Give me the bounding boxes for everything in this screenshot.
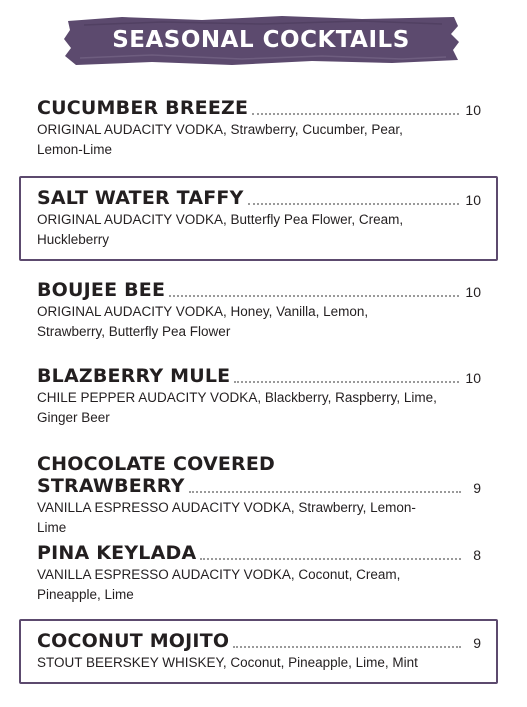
item-price: 10 [465, 370, 481, 386]
menu-item-highlighted [37, 630, 481, 673]
item-price: 10 [465, 102, 481, 118]
item-name-row [37, 630, 481, 652]
menu-item [37, 279, 481, 342]
menu-item [37, 542, 481, 605]
item-name-first-line: CHOCOLATE COVERED [37, 453, 276, 475]
menu-item [37, 453, 481, 538]
item-description: ORIGINAL AUDACITY VODKA, Strawberry, Cucumber, Pear, Lemon-Lime [37, 122, 403, 157]
leader-dots [189, 491, 461, 493]
item-name: STRAWBERRY [37, 475, 185, 497]
leader-dots [233, 646, 461, 648]
leader-dots [234, 381, 459, 383]
item-name: CUCUMBER BREEZE [37, 97, 249, 119]
menu-item [37, 365, 481, 428]
item-name-row [37, 97, 481, 119]
page-title: SEASONAL COCKTAILS [112, 27, 410, 53]
item-description: STOUT BEERSKEY WHISKEY, Coconut, Pineapple, Lime, Mint [37, 655, 418, 670]
item-name-row [37, 542, 481, 564]
leader-dots [248, 203, 460, 205]
item-price: 9 [473, 635, 481, 651]
item-description: CHILE PEPPER AUDACITY VODKA, Blackberry, Raspberry, Lime, Ginger Beer [37, 390, 437, 425]
menu-item-highlighted [37, 187, 481, 250]
item-price: 8 [473, 547, 481, 563]
item-name-row [37, 279, 481, 301]
item-name: PINA KEYLADA [37, 542, 197, 564]
item-name: BOUJEE BEE [37, 279, 166, 301]
item-description: ORIGINAL AUDACITY VODKA, Honey, Vanilla, Lemon, Strawberry, Butterfly Pea Flower [37, 304, 369, 339]
item-description: VANILLA ESPRESSO AUDACITY VODKA, Coconut, Cream, Pineapple, Lime [37, 567, 401, 602]
item-name-row [37, 475, 481, 497]
leader-dots [200, 558, 461, 560]
item-description: VANILLA ESPRESSO AUDACITY VODKA, Strawberry, Lemon-Lime [37, 500, 416, 535]
item-name-row [37, 187, 481, 209]
item-name: BLAZBERRY MULE [37, 365, 231, 387]
menu-item [37, 97, 481, 160]
item-price: 10 [465, 284, 481, 300]
item-name: COCONUT MOJITO [37, 630, 230, 652]
leader-dots [252, 113, 459, 115]
item-price: 9 [473, 480, 481, 496]
item-price: 10 [465, 192, 481, 208]
leader-dots [169, 295, 459, 297]
item-name-row [37, 365, 481, 387]
item-name: SALT WATER TAFFY [37, 187, 244, 209]
title-banner [62, 12, 460, 68]
item-description: ORIGINAL AUDACITY VODKA, Butterfly Pea Flower, Cream, Huckleberry [37, 212, 404, 247]
